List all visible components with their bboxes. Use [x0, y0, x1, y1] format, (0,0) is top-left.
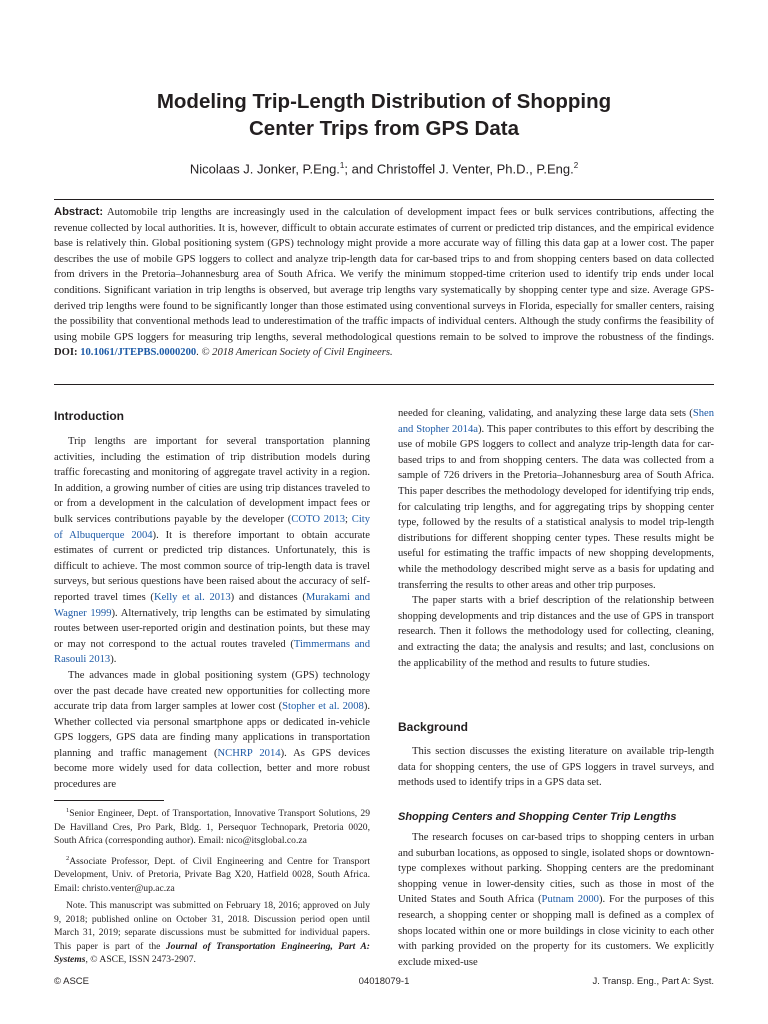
background-paragraph: This section discusses the existing literature on available trip-length data for shopping centers, the use of GPS loggers in travel surveys, and methods used to identify trips in a GPS data set. — [398, 746, 714, 789]
citation-link[interactable]: City of Albuquerque 2004 — [54, 513, 371, 541]
footnote-mark: 1 — [66, 807, 70, 814]
introduction-heading: Introduction — [54, 409, 124, 423]
text-run: ; — [345, 513, 352, 525]
abstract-text: Automobile trip lengths are increasingly used in the calculation of development impact fees or bulk services contributions, affecting the revenue collected by local authorities. It is, however, difficult to obtain accurate estimates of current or predicted trip distances, and the empirical evidence base is relatively thin. Global positioning system (GPS) technology might provide a more accurate way of filling this data gap at a lower cost. The paper describes the use of mobile GPS loggers to collect and analyze trip-length data for car-based trips to and from shopping centers based on data collected from drivers in the Pretoria–Johannesburg area of South Africa. We verify the minimum stopped-time criterion used to identify trip ends under local conditions. Significant variation in trip lengths is observed, but average trip lengths vary systematically by shopping center type and size. Average GPS-derived trip lengths were found to be significantly longer than those estimated using conventional surveys in Florida, especially for smaller centers, raising the possibility that conventional methods lead to underestimation of the traffic impacts of individual centers. Although the study confirms the feasibility of using mobile GPS loggers for measuring trip lengths, several methodological questions remain to be solved to improve the robustness of the findings. — [54, 207, 714, 343]
paper-title — [60, 88, 708, 142]
citation-link[interactable]: Putnam 2000 — [541, 894, 599, 906]
author-separator: ; and — [344, 161, 377, 177]
copyright-notice: © 2018 American Society of Civil Engineers. — [201, 347, 393, 359]
text-run: ). This paper contributes to this effort by describing the use of mobile GPS loggers to collect and analyze trip-length data for car-based trips to and from shopping centers. The data was collected from a sample of 726 drivers in the Pretoria–Johannesburg area of South Africa. This paper describes the methodology developed for identifying trip ends, for calculating trip lengths, and for aggregating trips by shopping center type, followed by the results of a statistical analysis to model trip-length distributions for different shopping center types. These results might be useful for estimating the traffic impacts of new shopping developments, while the methodology described might serve as a basis for updating and transferring the results to other areas and other trip purposes. — [398, 423, 714, 591]
citation-link[interactable]: Kelly et al. 2013 — [153, 591, 231, 603]
manuscript-note — [54, 899, 370, 967]
continued-paragraph — [398, 406, 714, 593]
author-1: Nicolaas J. Jonker, P.Eng. — [189, 161, 340, 177]
author-1-affiliation-mark: 1 — [339, 161, 345, 170]
text-run: The research focuses on car-based trips to shopping centers in urban and suburban locations, as opposed to single, isolated shops or downtown-type complexes without parking. Shopping centers are the predominant shopping venue in lower-density cities, such as those in most of the United States and South Africa ( — [398, 832, 715, 906]
footnote-text: Senior Engineer, Dept. of Transportation, Innovative Transport Solutions, 29 De Havilland Cres, Pro Park, Bldg. 1, Persequor Technopark, Pretoria 0020, South Africa (corresponding author). Email: nico@itsglobal.co.za — [54, 808, 370, 847]
abstract-bottom-rule — [54, 384, 714, 385]
citation-link[interactable]: Murakami and Wagner 1999 — [54, 591, 370, 619]
footer-journal: J. Transp. Eng., Part A: Syst. — [592, 976, 714, 987]
text-run: needed for cleaning, validating, and analyzing these large data sets ( — [398, 408, 693, 419]
citation-link[interactable]: Timmermans and Rasouli 2013 — [54, 638, 370, 666]
footnote-mark: 2 — [66, 854, 70, 862]
footer-article-number: 04018079-1 — [358, 976, 410, 987]
footnote-text: Associate Professor, Dept. of Civil Engineering and Centre for Transport Development, Univ. of Pretoria, Private Bag X20, Hatfield 0028, South Africa. Email: christo.venter@up.ac.za — [54, 855, 370, 894]
footer-publisher: © ASCE — [54, 976, 89, 987]
introduction-paragraph-2 — [54, 668, 370, 793]
background-body — [398, 744, 714, 791]
text-run: ). — [110, 654, 117, 666]
doi-link[interactable]: 10.1061/JTEPBS.0000200 — [80, 347, 197, 359]
shopping-centers-paragraph — [398, 830, 714, 970]
abstract-block: Abstract: Automobile trip lengths are increasingly used in the calculation of development impact fees or bulk services contributions, affecting the revenue collected by local authorities. It is, however, difficult to obtain accurate estimates of current or predicted trip distances, and the empirical evidence base is relatively thin. Global positioning system (GPS) technology might provide a more accurate way of filling this data gap at a lower cost. The paper describes the use of mobile GPS loggers to collect and analyze trip-length data for car-based trips to and from shopping centers based on data collected from drivers in the Pretoria–Johannesburg area of South Africa. We verify the minimum stopped-time criterion used to identify trip ends under local conditions. Significant variation in trip lengths is observed, but average trip lengths vary systematically by shopping center type and size. Average GPS-derived trip lengths were found to be significantly longer than those estimated using conventional surveys in Florida, especially for smaller centers, raising the possibility that conventional methods lead to underestimation of the traffic impacts of individual centers. Although the study confirms the feasibility of using mobile GPS loggers for measuring trip lengths, several methodological questions remain to be solved to improve the robustness of the findings. DOI: 10.1061/JTEPBS.0000200. © 2018 American Society of Civil Engineers. — [54, 206, 714, 359]
paper-structure-paragraph: The paper starts with a brief description of the relationship between shopping developments and trip distances and the use of GPS in transport research. Then it follows the methodology used for collecting, cleaning, and extracting the data; the analysis and results; and last, conclusions on the applicability of the method and results to future studies. — [398, 595, 714, 669]
text-run: ). It is therefore important to obtain accurate estimates of current or predicted trip distances. Unfortunately, this is difficult to achieve. The most common source of trip-length data is travel surveys, but serious questions have been raised about the accuracy of self-reported travel times ( — [54, 529, 370, 603]
text-run: ). As GPS devices become more widely used for data collection, better and more robust procedures are — [54, 747, 370, 791]
citation-link[interactable]: COTO 2013 — [291, 513, 345, 525]
introduction-body — [54, 434, 370, 793]
footnotes — [54, 804, 370, 971]
abstract-label: Abstract: — [54, 206, 104, 218]
author-2-affiliation-mark: 2 — [573, 161, 579, 170]
author-line — [60, 157, 708, 178]
footnote-rule — [54, 800, 164, 801]
text-run: ). Alternatively, trip lengths can be estimated by simulating routes between user-reported origin and destination points, but these may or may not correspond to the actual routes traveled ( — [54, 607, 371, 650]
note-end: , © ASCE, ISSN 2473-2907. — [85, 954, 196, 966]
doi-label: DOI: — [54, 347, 78, 359]
footnote-2 — [54, 852, 370, 896]
shopping-centers-subheading: Shopping Centers and Shopping Center Trip Lengths — [398, 811, 677, 823]
introduction-paragraph-1 — [54, 434, 370, 668]
shopping-centers-body — [398, 830, 714, 970]
citation-link[interactable]: Stopher et al. 2008 — [282, 701, 364, 713]
text-run: ). Whether collected via personal smartphone apps or dedicated in-vehicle GPS loggers, GPS data are finding many applications in transportation planning and traffic management ( — [54, 701, 371, 759]
journal-name: Journal of Transportation Engineering, Part A: Systems — [54, 940, 370, 966]
text-run: The advances made in global positioning system (GPS) technology over the past decade have created new opportunities for collecting more accurate trip data from larger samples at lower cost ( — [54, 669, 370, 713]
paper-title-line2: Center Trips from GPS Data — [249, 117, 519, 140]
citation-link[interactable]: Shen and Stopher 2014a — [398, 408, 714, 435]
text-run: ). For the purposes of this research, a shopping center or shopping mall is defined as a complex of shops located within one or more buildings in close vicinity to each other with parking provided on the property for its customers. We explicitly exclude mixed-use — [398, 894, 714, 968]
text-run: ) and distances ( — [230, 591, 306, 603]
right-column-continuation — [398, 406, 714, 671]
text-run: Trip lengths are important for several transportation planning activities, including the estimation of trip distribution models during traffic forecasting and monitoring of aggregate travel activity in a region. In addition, a growing number of cities are using trip distances traveled to or from a development in the calculation of development impact fees or bulk services contributions payable by the developer ( — [54, 436, 370, 525]
paper-title-line1: Modeling Trip-Length Distribution of Shopping — [156, 90, 612, 113]
background-heading: Background — [398, 720, 469, 734]
citation-link[interactable]: NCHRP 2014 — [217, 747, 281, 759]
abstract-top-rule — [54, 199, 714, 200]
author-2: Christoffel J. Venter, Ph.D., P.Eng. — [376, 161, 574, 177]
note-text: Note. This manuscript was submitted on February 18, 2016; approved on July 9, 2018; published online on October 31, 2018. Discussion period open until March 31, 2019; separate discussions must be submitted for individual papers. This paper is part of the — [54, 900, 370, 952]
footnote-1 — [54, 804, 370, 848]
